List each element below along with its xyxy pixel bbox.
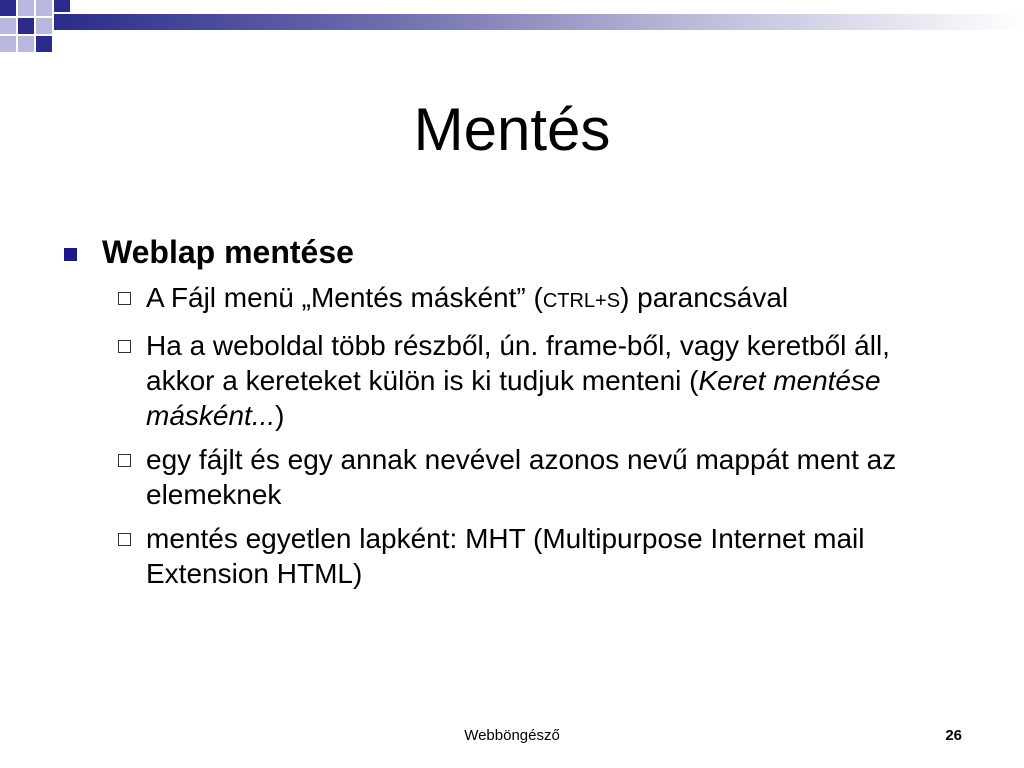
header-gradient-bar [54, 14, 1024, 30]
main-bullet-item [60, 228, 980, 276]
hollow-square-bullet-icon [118, 533, 131, 546]
decorative-square [36, 0, 52, 16]
list-item [60, 442, 956, 512]
item-text: egy fájlt és egy annak nevével azonos nevű mappát ment az elemeknek [146, 444, 897, 510]
sub-bullet-list [60, 280, 980, 591]
page-number: 26 [945, 727, 962, 744]
decorative-square [0, 36, 16, 52]
hollow-square-bullet-icon [118, 454, 131, 467]
footer-title: Webböngésző [464, 727, 560, 744]
decorative-square [18, 36, 34, 52]
item-text: ) parancsával [620, 282, 789, 313]
list-item [60, 521, 956, 591]
hollow-square-bullet-icon [118, 292, 131, 305]
item-text: ) [275, 400, 285, 431]
decorative-square [18, 0, 34, 16]
slide-title: Mentés [413, 96, 611, 163]
menu-command-italic: Keret mentése másként... [146, 365, 881, 431]
decorative-square [0, 0, 16, 16]
list-item [60, 280, 956, 319]
decorative-square [0, 18, 16, 34]
item-text: Ha a weboldal több részből, ún. frame-ből, vagy keretből áll, akkor a kereteket külön is ki tudjuk menteni ( [146, 330, 890, 396]
keyboard-shortcut: CTRL+S [542, 290, 621, 312]
decorative-square [36, 36, 52, 52]
list-item [60, 328, 956, 433]
decorative-square [18, 18, 34, 34]
square-bullet-icon [64, 248, 77, 261]
item-text: mentés egyetlen lapként: MHT (Multipurpose Internet mail Extension HTML) [146, 523, 865, 589]
main-bullet-text: Weblap mentése [102, 234, 354, 270]
slide-content [60, 228, 980, 600]
item-text: A Fájl menü „Mentés másként” ( [146, 282, 543, 313]
decorative-square [54, 0, 70, 12]
decorative-square [36, 18, 52, 34]
hollow-square-bullet-icon [118, 340, 131, 353]
